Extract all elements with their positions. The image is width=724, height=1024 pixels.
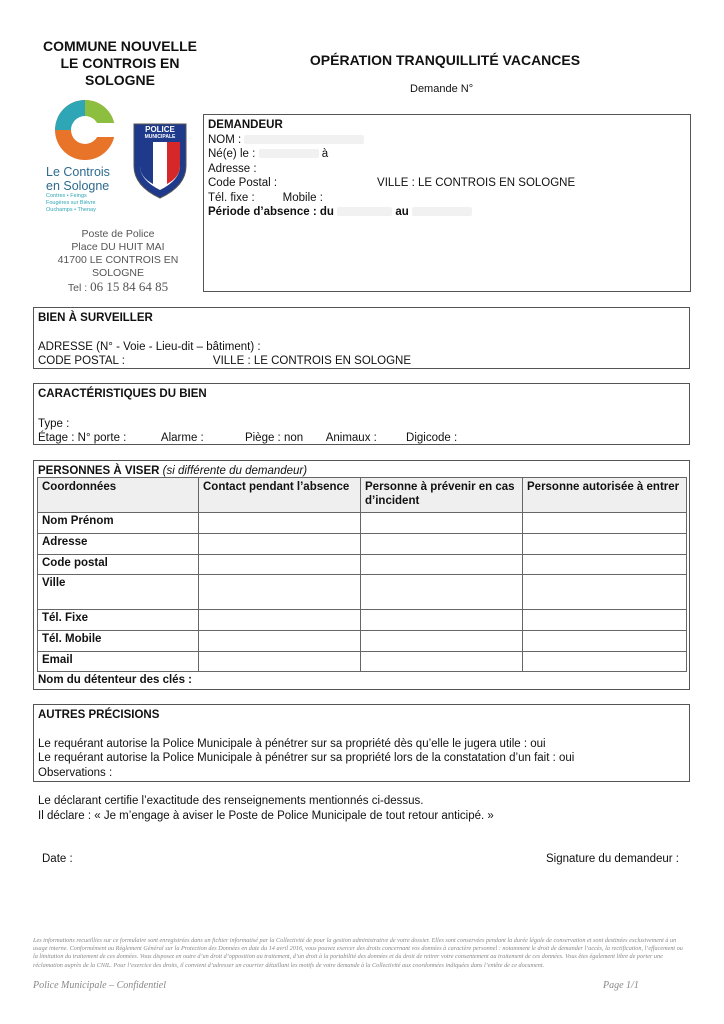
field-animaux[interactable]: Animaux : [325,432,377,444]
autorisation-line: Le requérant autorise la Police Municipale à pénétrer sur sa propriété lors de la constatation d’un fait : oui [38,752,575,764]
section-heading: DEMANDEUR [208,119,283,131]
autres-section [33,704,690,782]
form-title: OPÉRATION TRANQUILLITÉ VACANCES [309,52,581,68]
table-cell[interactable] [523,631,687,652]
field-digicode[interactable]: Digicode : [406,432,458,444]
table-row [38,610,687,631]
logo-subtext: Fougères sur Bièvre [46,200,96,206]
redacted-value [337,207,392,216]
field-label: Mobile : [282,191,323,204]
address-line: SOLOGNE [92,267,144,279]
table-cell[interactable] [523,513,687,534]
table-cell[interactable] [361,610,523,631]
table-row [38,534,687,555]
police-station-address [28,228,208,295]
field-piege[interactable]: Piège : non [244,432,304,444]
field-etage[interactable]: Étage : [38,432,75,444]
redacted-value [412,207,472,216]
autorisation-line: Le requérant autorise la Police Municipale à pénétrer sur sa propriété dès qu’elle le jugera utile : oui [38,737,546,750]
certification-line: Le déclarant certifie l’exactitude des renseignements mentionnés ci-dessus. [38,795,424,807]
table-cell[interactable] [199,555,361,575]
row-label: Email [38,652,199,672]
date-field[interactable]: Date : [42,853,73,865]
table-cell[interactable] [361,534,523,555]
logo-text: Le Controis [46,165,110,179]
table-cell[interactable] [199,652,361,672]
field-label: au [395,206,409,218]
table-cell[interactable] [199,534,361,555]
certification-text [38,794,494,824]
column-header: Contact pendant l’absence [199,478,361,513]
field-adresse[interactable] [208,162,686,177]
table-cell[interactable] [361,652,523,672]
field-label: CODE POSTAL : [38,355,125,367]
field-label: à [321,148,329,160]
legal-notice: Les informations recueillies sur ce formulaire sont enregistrées dans un fichier informatisé par la Collectivité de pour la gestion administrative de votre dossier. Elles sont conservées pendant la durée légale de conservation et sont destinées exclusivement à un usage interne. Conformément au Règlement Général sur la Protection des Données en date du 14 avril 2016, vous pouvez exercer des droits concernant vos données à caractère personnel : notamment le droit de demander l’accès, la rectification, l’effacement ou la limitation du traitement de ces données. Vous disposez en outre d’un droit d’opposition au traitement, d’un droit à la portabilité des données et du droit de retirer votre consentement au traitement de ces données. Vous êtes également libre de porter une réclamation auprès de la CNIL. Pour l’exercice des droits, il convient d’adresser un courrier détaillant les motifs de votre demande à la Collectivité aux coordonnées indiquées dans l’entête de ce document. [33,937,683,969]
row-label: Nom Prénom [38,513,199,534]
commune-line: LE CONTROIS EN [60,55,180,71]
section-heading: BIEN À SURVEILLER [38,312,153,324]
address-line: Place DU HUIT MAI [71,241,165,253]
section-heading: CARACTÉRISTIQUES DU BIEN [38,388,207,400]
table-row [38,652,687,672]
logo-text: en Sologne [46,179,110,193]
address-line: Poste de Police [81,228,155,240]
phone-line [28,280,208,295]
field-label: VILLE : LE CONTROIS EN SOLOGNE [212,355,412,367]
column-header: Coordonnées [38,478,199,513]
row-label: Code postal [38,555,199,575]
badge-text: MUNICIPALE [144,134,176,140]
section-heading: AUTRES PRÉCISIONS [38,709,160,721]
table-cell[interactable] [523,575,687,610]
bien-section [33,307,690,369]
redacted-value [259,149,319,158]
field-alarme[interactable]: Alarme : [160,432,204,444]
field-porte[interactable]: N° porte : [77,432,127,444]
heading-note: (si différente du demandeur) [162,465,308,477]
table-cell[interactable] [523,534,687,555]
field-naissance[interactable] [208,147,686,162]
row-label: Adresse [38,534,199,555]
table-row [38,631,687,652]
field-detenteur-cles[interactable]: Nom du détenteur des clés : [38,674,193,686]
logo-subtext: Contres • Feings [46,193,87,199]
field-label: VILLE : LE CONTROIS EN SOLOGNE [377,177,576,189]
table-cell[interactable] [523,555,687,575]
field-label: Période d’absence : du [208,206,334,218]
field-label: Adresse : [208,162,257,175]
column-header: Personne à prévenir en cas d’incident [361,478,523,513]
heading-text: PERSONNES À VISER [38,465,160,477]
demandeur-section [203,114,691,292]
demande-number-label: Demande N° [410,83,474,95]
persons-table [37,477,687,672]
row-label: Tél. Fixe [38,610,199,631]
signature-field[interactable]: Signature du demandeur : [546,853,679,865]
field-code-postal-bien[interactable] [38,354,685,369]
table-cell[interactable] [199,610,361,631]
footer-confidential: Police Municipale – Confidentiel [33,980,167,991]
field-type[interactable]: Type : [38,417,70,430]
table-row [38,575,687,610]
table-row [38,513,687,534]
police-badge-icon [130,120,190,200]
row-label: Ville [38,575,199,610]
row-label: Tél. Mobile [38,631,199,652]
commune-name [20,38,220,89]
field-label: Né(e) le : [208,148,256,160]
badge-text: POLICE [145,125,175,134]
table-cell[interactable] [199,575,361,610]
footer-page-number: Page 1/1 [603,980,639,991]
certification-line: Il déclare : « Je m’engage à aviser le Poste de Police Municipale de tout retour anticipé. » [38,810,494,822]
table-row [38,555,687,575]
table-header-row [38,478,687,513]
table-cell[interactable] [361,575,523,610]
redacted-value [244,135,364,144]
field-telephone[interactable] [208,191,686,206]
table-cell[interactable] [199,513,361,534]
commune-line: SOLOGNE [84,72,155,88]
table-cell[interactable] [361,631,523,652]
table-cell[interactable] [361,555,523,575]
commune-line: COMMUNE NOUVELLE [43,38,197,54]
phone-label: Tel : [67,282,88,294]
phone-number: 06 15 84 64 85 [90,279,169,294]
address-line: 41700 LE CONTROIS EN [57,254,179,266]
field-adresse-bien[interactable]: ADRESSE (N° - Voie - Lieu-dit – bâtiment) : [38,340,261,353]
logo-subtext: Ouchamps • Thenay [46,207,96,213]
field-nom[interactable] [208,133,686,148]
table-cell[interactable] [199,631,361,652]
field-details [38,431,685,446]
commune-logo [40,95,130,225]
field-label: Code Postal : [208,177,278,189]
table-cell[interactable] [523,652,687,672]
field-label: Tél. fixe : [208,191,255,204]
field-periode[interactable] [208,205,686,220]
field-observations[interactable]: Observations : [38,766,113,779]
table-cell[interactable] [523,610,687,631]
column-header: Personne autorisée à entrer [523,478,687,513]
caracteristiques-section [33,383,690,445]
field-label: NOM : [208,133,242,146]
field-code-postal[interactable] [208,176,686,191]
table-cell[interactable] [361,513,523,534]
